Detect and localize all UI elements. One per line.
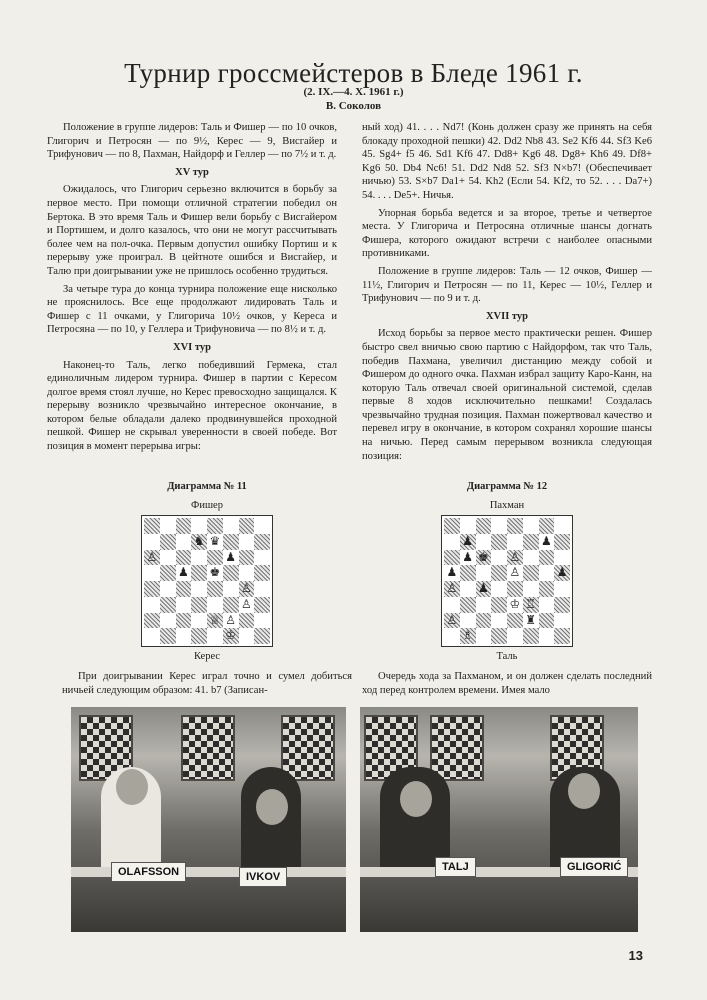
board-square [539,597,555,613]
board-square [223,581,239,597]
board-square [254,597,270,613]
board-square [144,565,160,581]
board-square [476,565,492,581]
chess-piece: ♟ [462,549,473,564]
board-square [144,534,160,550]
board-square [507,613,523,629]
board-square [160,613,176,629]
board-square [239,534,255,550]
board-square [460,518,476,534]
board-square [491,565,507,581]
chess-board [441,515,573,647]
board-square [160,534,176,550]
board-square [254,581,270,597]
board-square [207,550,223,566]
tournament-dates: (2. IX.—4. X. 1961 г.) [303,86,404,98]
board-square [160,597,176,613]
chess-board [141,515,273,647]
board-square [176,628,192,644]
board-square [554,550,570,566]
board-square [523,613,539,629]
board-square [239,581,255,597]
paragraph: Положение в группе лидеров: Таль и Фишер — по 10 очков, Глигорич и Петросян — по 9½, Керес — 9, Висгайер и Трифунович — по 8, Пахман, Найдорф и Геллер — по 7½ и т. д. [47,122,337,161]
board-square [491,581,507,597]
chess-piece: ♟ [556,565,568,580]
chess-piece: ♙ [509,565,521,580]
board-square [507,565,523,581]
nameplate: TALJ [435,857,476,877]
chess-piece: ♟ [225,549,236,564]
board-square [191,613,207,629]
diagram-title: Диаграмма № 11 [167,481,247,492]
board-square [476,628,492,644]
board-square [239,518,255,534]
board-square [223,597,239,613]
author-name: В. Соколов [325,100,382,112]
chess-piece: ♕ [209,612,221,627]
demo-board [281,715,335,781]
board-square [176,613,192,629]
chess-piece: ♙ [446,581,458,595]
nameplate: IVKOV [239,867,287,887]
board-square [523,534,539,550]
board-square [460,597,476,613]
board-square [239,628,255,644]
player-head [256,789,288,825]
board-square [460,534,476,550]
board-square [176,518,192,534]
board-square [176,550,192,566]
board-square [444,550,460,566]
board-square [554,581,570,597]
paragraph: Упорная борьба ведется и за второе, третье и четвертое места. У Глигорича и Петросяна отличные шансы догнать Фишера, которого ожидают встречи с наиболее опасными противниками. [362,207,652,260]
board-square [554,628,570,644]
board-square [491,628,507,644]
chess-piece: ♟ [477,581,489,595]
board-square [239,597,255,613]
board-square [523,565,539,581]
board-square [239,613,255,629]
board-square [444,628,460,644]
demo-board [430,715,484,781]
board-square [507,550,523,566]
board-square [554,565,570,581]
board-square [160,581,176,597]
diagram-11 [62,481,352,666]
board-square [254,565,270,581]
bottom-player-name: Таль [496,651,518,662]
nameplate: GLIGORIĆ [560,857,628,877]
page-title: Турнир гроссмейстеров в Бледе 1961 г. [124,58,583,88]
board-square [491,534,507,550]
chess-piece: ♙ [509,549,521,564]
photo-olafsson-ivkov [71,707,346,932]
board-square [191,518,207,534]
left-text-column [47,121,337,458]
board-square [523,628,539,644]
board-square [207,581,223,597]
board-square [191,581,207,597]
board-square [207,613,223,629]
chess-piece: ♚ [477,549,489,564]
board-square [144,613,160,629]
board-square [191,565,207,581]
round-heading: XV тур [175,166,209,178]
board-square [223,534,239,550]
bottom-player-name: Керес [193,651,221,662]
board-square [476,581,492,597]
board-square [476,613,492,629]
chess-piece: ♜ [525,612,536,627]
board-square [476,518,492,534]
round-heading: XVII тур [485,310,529,322]
board-square [491,613,507,629]
board-square [144,628,160,644]
top-player-name: Пахман [489,500,525,511]
demo-board [181,715,235,781]
board-square [223,550,239,566]
board-square [507,534,523,550]
board-square [539,518,555,534]
board-square [460,550,476,566]
photo-tal-gligoric [360,707,638,932]
continuation-text-left [62,670,352,697]
board-square [207,534,223,550]
board-square [491,518,507,534]
board-square [160,628,176,644]
board-square [160,518,176,534]
board-square [539,581,555,597]
board-square [476,550,492,566]
paragraph: ный ход) 41. . . . Nd7! (Конь должен сразу же принять на себя блокаду проходной пешки) 42. Dd2 Nb8 43. Se2 Kf6 44. Sf3 Ke6 45. Sg4+ f5 46. Sd1 Kf6 47. Dd8+ Kg6 48. Dg8+ Kh6 49. Df8+ Kg6 50. Db4 Nc6! 51. Dd2 Nd8 52. Sf3 N×b7! (Обеспечивает ничью) 53. S×b7 Da1+ 54. Kh2 (Если 54. Kf2, то 52. . . . Da7+) 54. . . . De5+. Ничья. [362,122,652,201]
player-head [116,769,148,805]
board-square [539,628,555,644]
board-square [460,581,476,597]
board-square [191,534,207,550]
diagram-12 [362,481,652,666]
chess-piece: ♟ [446,565,458,580]
board-square [160,550,176,566]
board-square [223,628,239,644]
board-square [223,613,239,629]
board-square [254,628,270,644]
board-square [207,628,223,644]
chess-piece: ♗ [462,628,473,643]
chess-piece: ♔ [225,628,236,643]
board-square [523,550,539,566]
board-square [176,565,192,581]
chess-piece: ♖ [525,596,536,611]
chess-piece: ♛ [209,533,221,548]
board-square [491,597,507,613]
board-square [239,550,255,566]
nameplate: OLAFSSON [111,862,186,882]
player-head [568,773,600,809]
board-square [554,534,570,550]
paragraph: Наконец-то Таль, легко победивший Гермека, стал единоличным лидером турнира. Фишер в партии с Кересом долгое время стоял лучше, но Керес превосходно защищался. К перерыву возникло чрезвычайно интересное окончание, в котором белые обладали далеко продвинувшейся проходной пешкой. Фишер не скрывал уверенности в своей победе. Вот позиция в момент перерыва игры: [47,359,337,453]
board-square [254,534,270,550]
board-square [476,534,492,550]
chess-piece: ♙ [146,549,158,564]
chess-piece: ♔ [509,596,521,611]
continuation-text-right [362,670,652,697]
board-square [539,613,555,629]
board-square [191,550,207,566]
chess-piece: ♙ [240,581,252,595]
board-square [144,550,160,566]
board-square [223,565,239,581]
board-square [191,597,207,613]
board-square [144,518,160,534]
board-square [444,534,460,550]
board-square [460,613,476,629]
diagram-title: Диаграмма № 12 [466,481,548,492]
board-square [554,613,570,629]
board-square [239,565,255,581]
board-square [507,518,523,534]
page-number: 13 [628,948,643,963]
paragraph: Ожидалось, что Глигорич серьезно включится в борьбу за первое место. При помощи отличной стратегии победил он Бертока. В это время Таль и Фишер вели борьбу с Висгайером и Портишем, и долго казалось, что они не могут рассчитывать более чем на пол-очка. Первым допустил ошибку Портиш и к перерыву уже проиграл. В цейтноте ошибся и Висгайер, и Талю при доигрывании уже не пришлось особенно трудиться. [47,184,337,277]
board-square [254,550,270,566]
board-square [523,597,539,613]
board-square [507,628,523,644]
chess-piece: ♙ [446,612,458,627]
player-head [400,781,432,817]
round-heading: XVI тур [173,341,211,353]
board-square [491,550,507,566]
paragraph: При доигрывании Керес играл точно и сумел добиться ничьей следующим образом: 41. b7 (Записан- [62,671,352,696]
board-square [460,628,476,644]
board-square [254,518,270,534]
board-square [176,534,192,550]
top-player-name: Фишер [191,500,223,511]
board-square [160,565,176,581]
board-square [176,581,192,597]
chess-piece: ♟ [462,533,473,548]
board-square [144,581,160,597]
chess-piece: ♟ [540,533,552,548]
board-square [476,597,492,613]
board-square [554,518,570,534]
board-square [207,565,223,581]
board-square [444,597,460,613]
board-square [444,565,460,581]
board-square [444,581,460,597]
board-square [507,597,523,613]
board-square [444,613,460,629]
board-square [460,565,476,581]
paragraph: Исход борьбы за первое место практически решен. Фишер быстро свел вничью свою партию с Найдорфом, так что Таль, победив Пахмана, увеличил дистанцию между собой и Фишером до одного очка. Пахман избрал защиту Каро-Канн, на которую Таль отвечал своей оригинальной системой, сделав первые 8 ходов исключительно пешками! Создалась чрезвычайно трудная позиция. Пахман пожертвовал качество и перевел игру в окончание, в котором сохранял хорошие шансы на ничью. Перед самым перерывом возникла следующая позиция: [362,328,652,462]
board-square [207,518,223,534]
board-square [191,628,207,644]
board-square [254,613,270,629]
paragraph: Очередь хода за Пахманом, и он должен сделать последний ход перед контролем времени. Имея мало [362,671,652,696]
board-square [444,518,460,534]
board-square [539,534,555,550]
right-text-column [362,121,652,467]
board-square [539,550,555,566]
board-square [223,518,239,534]
board-square [507,581,523,597]
chess-piece: ♞ [193,533,205,548]
chess-piece: ♟ [177,565,189,580]
chess-piece: ♚ [209,565,221,580]
board-square [144,597,160,613]
paragraph: Положение в группе лидеров: Таль — 12 очков, Фишер — 11½, Глигорич и Петросян — по 11, Керес — 10½, Геллер и Трифунович — по 9 и т. д. [362,265,652,305]
board-square [523,581,539,597]
paragraph: За четыре тура до конца турнира положение еще нисколько не прояснилось. Все еще продолжают лидировать Таль и Фишер с 11 очками, у Глигорича 10½ очков, у Кереса и Петросяна — по 10, у Геллера и Трифуновича — по 8½ и т. д. [47,283,337,336]
board-square [523,518,539,534]
board-square [539,565,555,581]
chess-piece: ♙ [240,596,252,611]
chess-piece: ♙ [225,612,236,627]
board-square [554,597,570,613]
board-square [207,597,223,613]
board-square [176,597,192,613]
